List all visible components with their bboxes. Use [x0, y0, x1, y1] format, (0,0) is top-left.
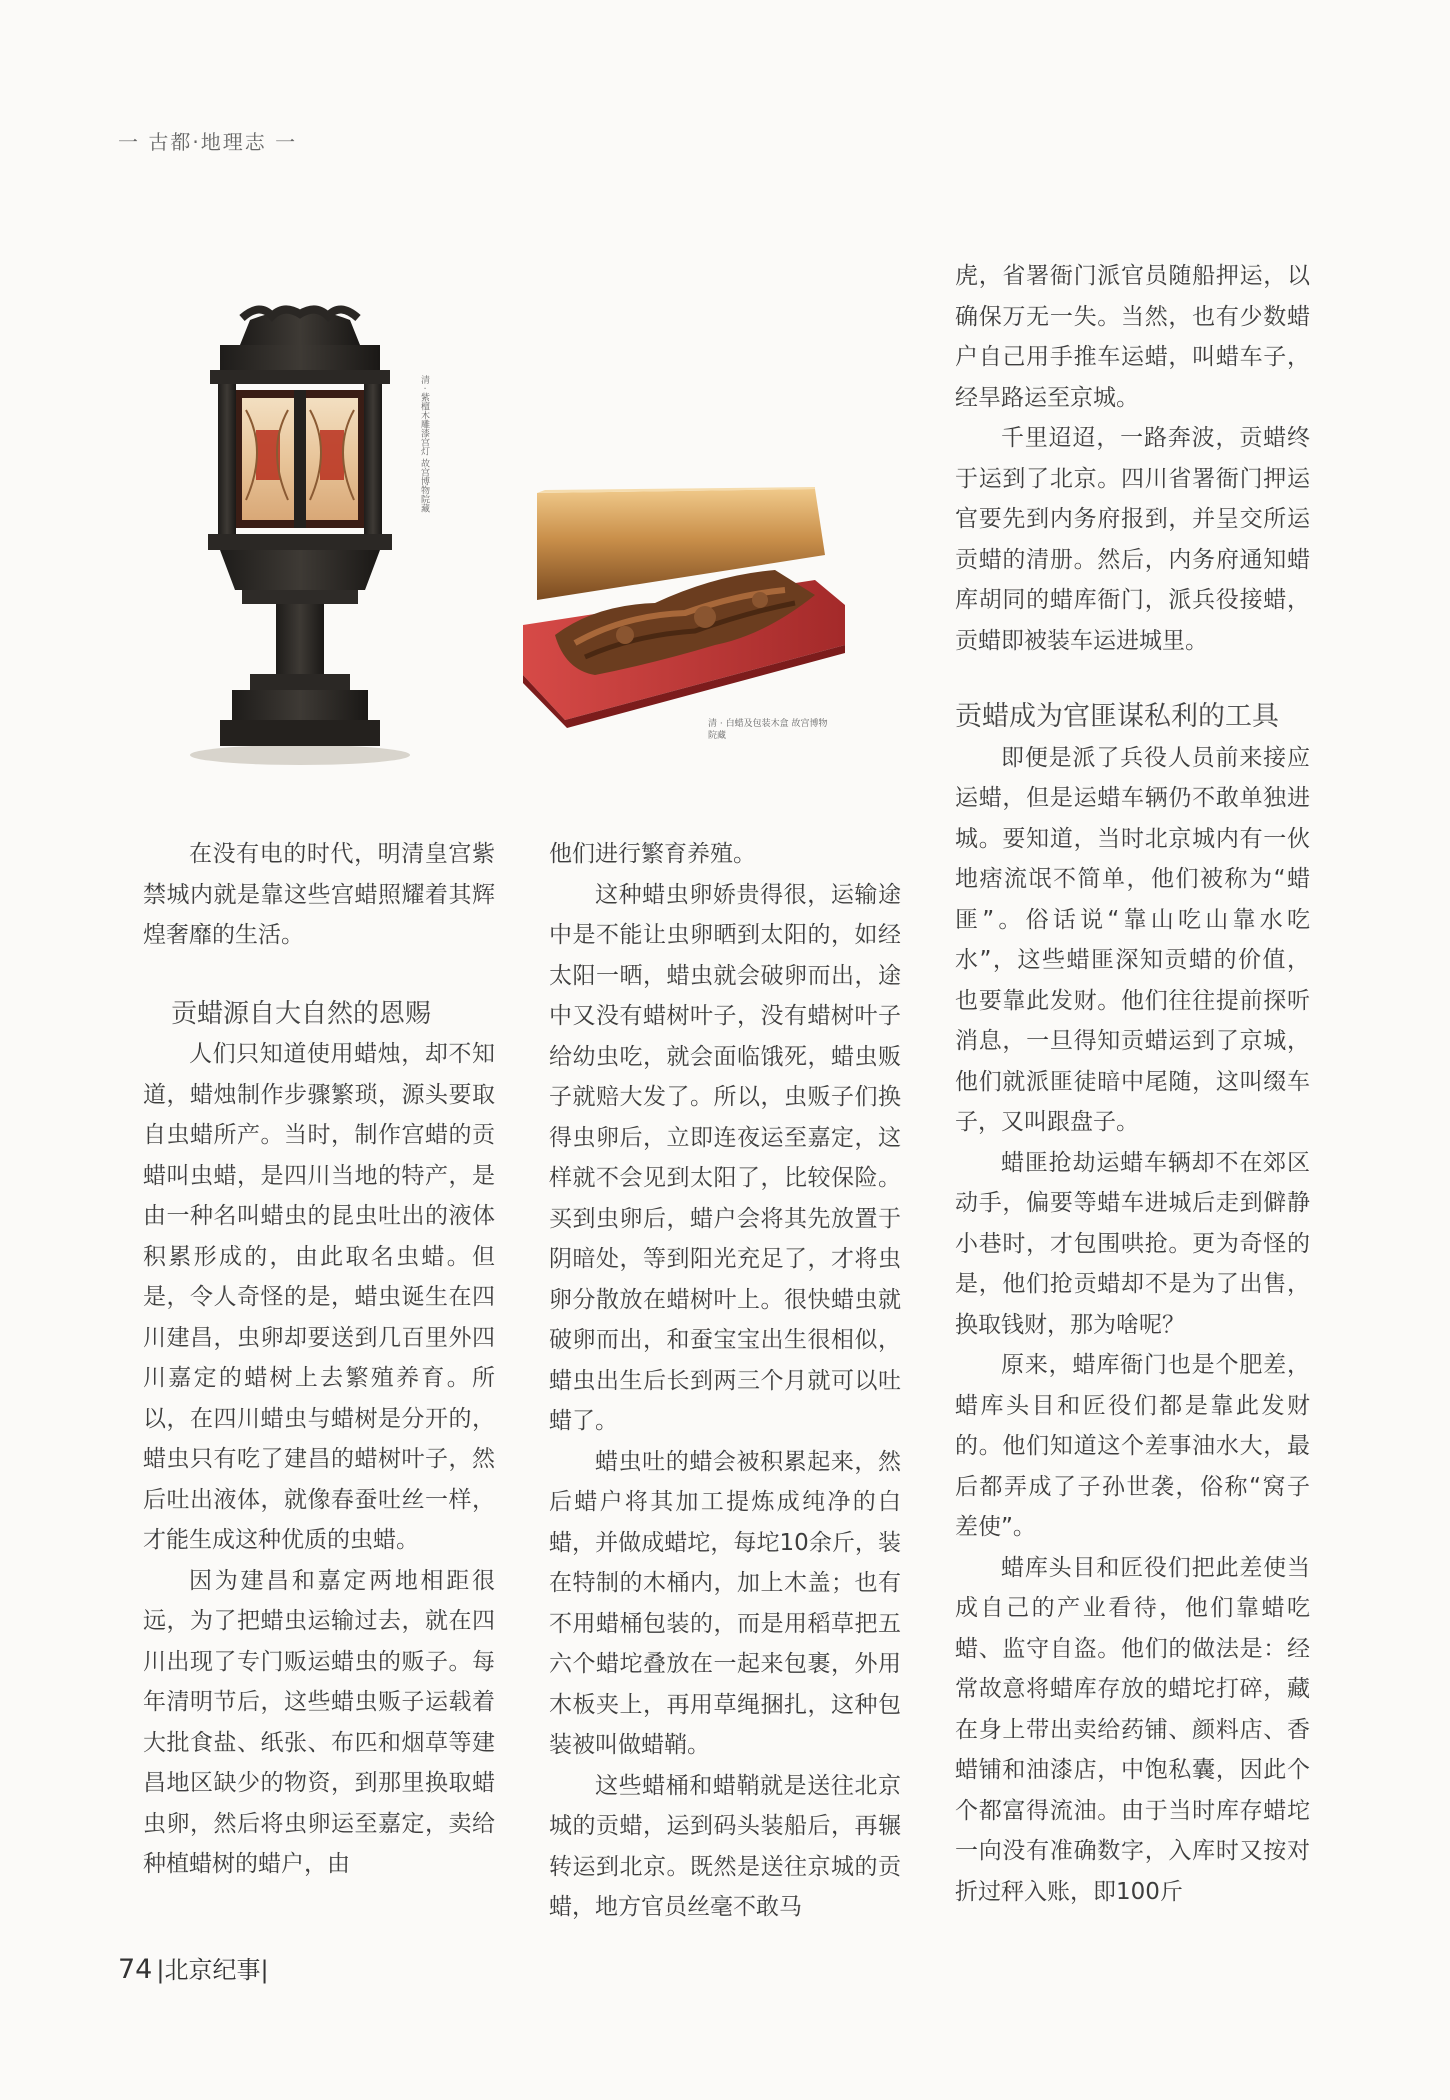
- lantern-caption: 清 · 紫檀木雕漆宫灯 故宫博物院藏: [419, 375, 429, 513]
- paragraph: 因为建昌和嘉定两地相距很远，为了把蜡虫运输过去，就在四川出现了专门贩运蜡虫的贩子。每年清明节后，这些蜡虫贩子运载着大批食盐、纸张、布匹和烟草等建昌地区缺少的物资，到那里换取蜡虫卵，然后将虫卵运至嘉定，卖给种植蜡树的蜡户，由: [143, 1567, 495, 1877]
- text-column-1: [143, 834, 495, 1885]
- paragraph: 人们只知道使用蜡烛，却不知道，蜡烛制作步骤繁琐，源头要取自虫蜡所产。当时，制作宫蜡的贡蜡叫虫蜡，是四川当地的特产，是由一种名叫蜡虫的昆虫吐出的液体积累形成的，由此取名虫蜡。但是，令人奇怪的是，蜡虫诞生在四川建昌，虫卵却要送到几百里外四川嘉定的蜡树上去繁殖养育。所以，在四川蜡虫与蜡树是分开的，蜡虫只有吃了建昌的蜡树叶子，然后吐出液体，就像春蚕吐丝一样，才能生成这种优质的虫蜡。: [143, 1041, 495, 1553]
- paragraph: 这些蜡桶和蜡鞘就是送往北京城的贡蜡，运到码头装船后，再辗转运到北京。既然是送往京城的贡蜡，地方官员丝毫不敢马: [549, 1772, 901, 1920]
- paragraph: 虎，省署衙门派官员随船押运，以确保万无一失。当然，也有少数蜡户自己用手推车运蜡，叫蜡车子，经旱路运至京城。: [955, 263, 1310, 411]
- paragraph: 蜡库头目和匠役们把此差使当成自己的产业看待，他们靠蜡吃蜡、监守自盗。他们的做法是：经常故意将蜡库存放的蜡坨打碎，藏在身上带出卖给药铺、颜料店、香蜡铺和油漆店，中饱私囊，因此个个都富得流油。由于当时库存蜡坨一向没有准确数字，入库时又按对折过秤入账，即100斤: [955, 1554, 1310, 1905]
- paragraph: 这种蜡虫卵娇贵得很，运输途中是不能让虫卵晒到太阳的，如经太阳一晒，蜡虫就会破卵而出，途中又没有蜡树叶子，没有蜡树叶子给幼虫吃，就会面临饿死，蜡虫贩子就赔大发了。所以，虫贩子们换得虫卵后，立即连夜运至嘉定，这样就不会见到太阳了，比较保险。买到虫卵后，蜡户会将其先放置于阴暗处，等到阳光充足了，才将虫卵分散放在蜡树叶上。很快蜡虫就破卵而出，和蚕宝宝出生很相似，蜡虫出生后长到两三个月就可以吐蜡了。: [549, 881, 901, 1434]
- wax-box-caption: 清 · 白蜡及包装木盒 故宫博物院藏: [708, 719, 828, 741]
- paragraph: 原来，蜡库衙门也是个肥差，蜡库头目和匠役们都是靠此发财的。他们知道这个差事油水大，最后都弄成了子孙世袭，俗称“窝子差使”。: [955, 1352, 1310, 1540]
- paragraph: 在没有电的时代，明清皇宫紫禁城内就是靠这些宫蜡照耀着其辉煌奢靡的生活。: [143, 841, 495, 948]
- magazine-name: |北京纪事|: [156, 1956, 269, 1984]
- paragraph: 蜡虫吐的蜡会被积累起来，然后蜡户将其加工提炼成纯净的白蜡，并做成蜡坨，每坨10余斤，装在特制的木桶内，加上木盖；也有不用蜡桶包装的，而是用稻草把五六个蜡坨叠放在一起来包裹，外用木板夹上，再用草绳捆扎，这种包装被叫做蜡鞘。: [549, 1448, 901, 1758]
- text-column-2: [549, 834, 901, 1928]
- paragraph: 他们进行繁育养殖。: [549, 841, 756, 867]
- page-number: 74: [118, 1954, 153, 1985]
- paragraph: 蜡匪抢劫运蜡车辆却不在郊区动手，偏要等蜡车进城后走到僻静小巷时，才包围哄抢。更为奇怪的是，他们抢贡蜡却不是为了出售，换取钱财，那为啥呢？: [955, 1149, 1310, 1338]
- page-footer: [118, 1950, 269, 1985]
- running-head: 一 古都·地理志 一: [118, 130, 298, 154]
- section-heading: 贡蜡源自大自然的恩赐: [171, 998, 432, 1029]
- wax-block-box-image: [515, 485, 855, 735]
- section-heading: 贡蜡成为官匪谋私利的工具: [955, 701, 1279, 732]
- paragraph: 即便是派了兵役人员前来接应运蜡，但是运蜡车辆仍不敢单独进城。要知道，当时北京城内有一伙地痞流氓不简单，他们被称为“蜡匪”。俗话说“靠山吃山靠水吃水”，这些蜡匪深知贡蜡的价值，也要靠此发财。他们往往提前探听消息，一旦得知贡蜡运到了京城，他们就派匪徒暗中尾随，这叫缀车子，又叫跟盘子。: [955, 744, 1310, 1135]
- paragraph: 千里迢迢，一路奔波，贡蜡终于运到了北京。四川省署衙门押运官要先到内务府报到，并呈交所运贡蜡的清册。然后，内务府通知蜡库胡同的蜡库衙门，派兵役接蜡，贡蜡即被装车运进城里。: [955, 425, 1310, 654]
- palace-lantern-image: [180, 300, 420, 770]
- text-column-3: [955, 256, 1310, 1912]
